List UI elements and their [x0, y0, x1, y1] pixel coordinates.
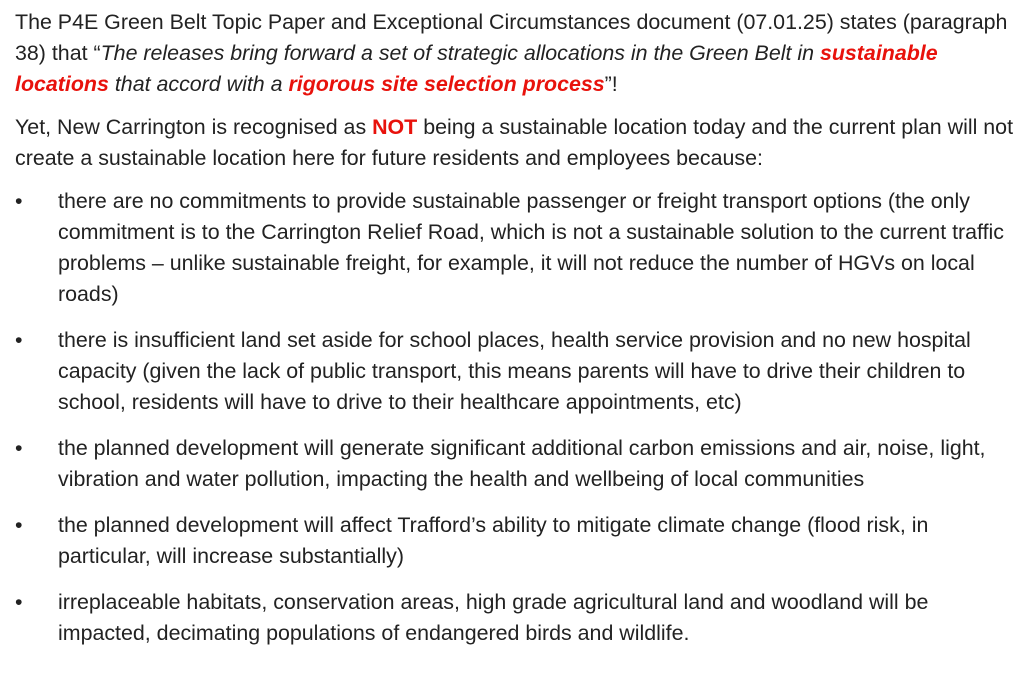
- document-page: [15, 7, 1015, 664]
- quote-text: The releases bring forward a set of strategic allocations in the Green Belt in: [100, 41, 820, 65]
- intro-paragraph: [15, 7, 1015, 100]
- bullet-icon: •: [15, 590, 23, 614]
- highlight-site-selection: rigorous site selection process: [288, 72, 605, 96]
- list-item: [15, 186, 1015, 310]
- intro-closing: ”!: [604, 72, 618, 96]
- list-item-text: there are no commitments to provide sustainable passenger or freight transport options (the only commitment is to the Carrington Relief Road, which is not a sustainable solution to the current traffic problems – unlike sustainable freight, for example, it will not reduce the number of HGVs on local roads): [58, 189, 1005, 306]
- bullet-icon: •: [15, 328, 23, 352]
- bullet-icon: •: [15, 513, 23, 537]
- lead-text-continued: being a sustainable location today and the current plan will not create a sustainable location here for future residents and employees because:: [15, 115, 1014, 170]
- bullet-icon: •: [15, 436, 23, 460]
- list-item-text: there is insufficient land set aside for school places, health service provision and no new hospital capacity (given the lack of public transport, this means parents will have to drive their children to school, residents will have to drive to their healthcare appointments, etc): [58, 328, 971, 414]
- list-item: [15, 587, 1015, 649]
- intro-text: The P4E Green Belt Topic Paper and Exceptional Circumstances document (07.01.25) states (paragraph 38) that “: [15, 10, 1008, 65]
- list-item-text: the planned development will affect Trafford’s ability to mitigate climate change (flood risk, in particular, will increase substantially): [58, 513, 929, 568]
- highlight-sustainable-locations: sustainable locations: [15, 41, 938, 96]
- lead-paragraph: [15, 112, 1015, 174]
- list-item: [15, 433, 1015, 495]
- list-item: [15, 510, 1015, 572]
- list-item-text: irreplaceable habitats, conservation areas, high grade agricultural land and woodland will be impacted, decimating populations of endangered birds and wildlife.: [58, 590, 929, 645]
- list-item-text: the planned development will generate significant additional carbon emissions and air, noise, light, vibration and water pollution, impacting the health and wellbeing of local communities: [58, 436, 986, 491]
- list-item: [15, 325, 1015, 418]
- quote-text-continued: that accord with a: [108, 72, 289, 96]
- not-emphasis: NOT: [372, 115, 418, 139]
- bullet-icon: •: [15, 189, 23, 213]
- lead-text: Yet, New Carrington is recognised as: [15, 115, 373, 139]
- reasons-list: [15, 186, 1015, 649]
